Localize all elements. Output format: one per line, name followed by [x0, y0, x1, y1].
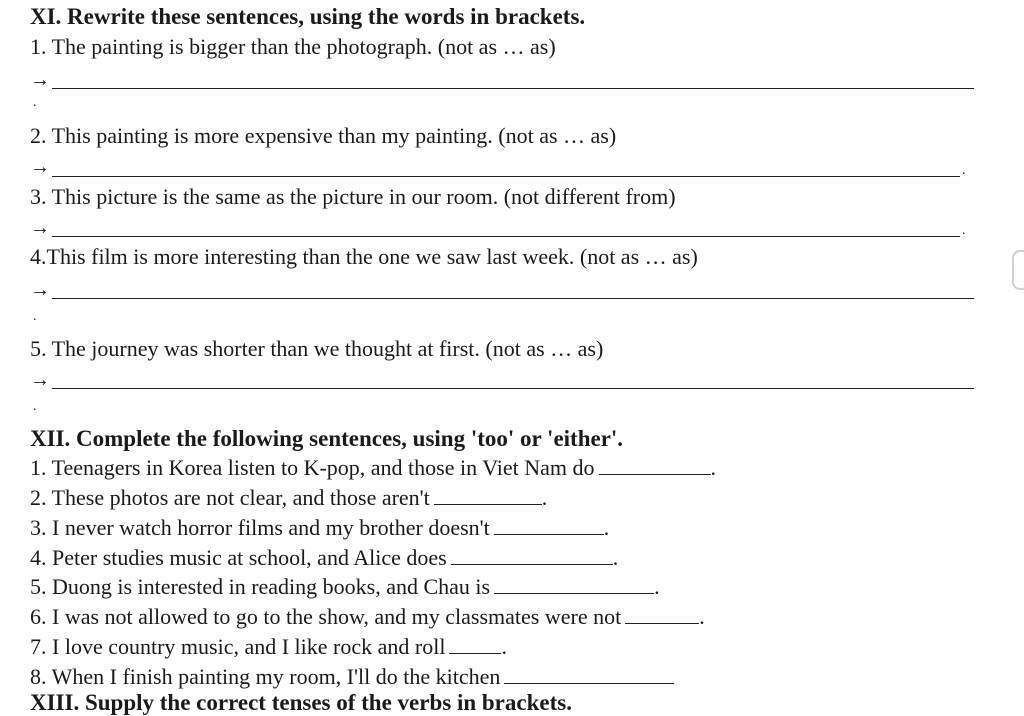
arrow-icon: → — [30, 156, 50, 178]
sentence-end: . — [541, 485, 548, 510]
sentence-text: 6. I was not allowed to go to the show, and my classmates were not — [30, 604, 622, 629]
exercise-11-item-4: 4.This film is more interesting than the one we saw last week. (not as … as) — [30, 244, 698, 269]
sentence-end: . — [603, 515, 610, 540]
exercise-11-item-5: 5. The journey was shorter than we thought at first. (not as … as) — [30, 336, 604, 361]
section-13-heading: XIII. Supply the correct tenses of the verbs in brackets. — [30, 690, 572, 715]
sentence-end: . — [501, 634, 507, 659]
answer-line-11-5[interactable] — [52, 368, 974, 389]
exercise-12-item-4 — [30, 545, 618, 571]
stray-dot: . — [33, 95, 37, 110]
exercise-12-item-2 — [30, 485, 547, 511]
scroll-handle[interactable] — [1012, 250, 1024, 290]
exercise-12-item-7 — [30, 634, 507, 660]
answer-blank[interactable] — [625, 605, 699, 624]
sentence-text: 4. Peter studies music at school, and Alice does — [30, 545, 447, 570]
answer-blank[interactable] — [504, 665, 674, 684]
exercise-12-item-8 — [30, 664, 674, 690]
answer-line-11-2[interactable] — [52, 156, 960, 177]
answer-line-11-1[interactable] — [52, 68, 974, 89]
arrow-icon: → — [30, 279, 50, 301]
exercise-11-item-1: 1. The painting is bigger than the photograph. (not as … as) — [30, 34, 556, 59]
answer-blank[interactable] — [494, 575, 654, 594]
sentence-text: 2. These photos are not clear, and those aren't — [30, 485, 430, 510]
answer-blank[interactable] — [599, 456, 711, 475]
answer-blank[interactable] — [494, 516, 604, 535]
sentence-end: . — [654, 574, 660, 599]
answer-line-11-3[interactable] — [52, 216, 960, 237]
section-11-heading: XI. Rewrite these sentences, using the words in brackets. — [30, 4, 586, 29]
answer-blank[interactable] — [434, 486, 542, 505]
sentence-end: . — [699, 604, 705, 629]
sentence-text: 1. Teenagers in Korea listen to K-pop, and those in Viet Nam do — [30, 455, 595, 480]
end-dot: . — [962, 163, 966, 178]
answer-blank[interactable] — [451, 546, 613, 565]
answer-line-11-4[interactable] — [52, 278, 974, 299]
arrow-icon: → — [30, 69, 50, 91]
exercise-12-item-3 — [30, 515, 609, 541]
sentence-text: 3. I never watch horror films and my brother doesn't — [30, 515, 490, 540]
exercise-12-item-6 — [30, 604, 705, 630]
sentence-text: 7. I love country music, and I like rock and roll — [30, 634, 446, 659]
end-dot: . — [962, 223, 966, 238]
sentence-end: . — [612, 545, 619, 570]
exercise-11-item-3: 3. This picture is the same as the picture in our room. (not different from) — [30, 184, 676, 209]
sentence-end: . — [710, 455, 717, 480]
arrow-icon: → — [30, 369, 50, 391]
stray-dot: . — [33, 399, 37, 414]
arrow-icon: → — [30, 217, 50, 239]
answer-blank[interactable] — [449, 635, 501, 654]
exercise-11-item-2: 2. This painting is more expensive than my painting. (not as … as) — [30, 123, 617, 148]
sentence-text: 8. When I finish painting my room, I'll do the kitchen — [30, 664, 501, 689]
exercise-12-item-5 — [30, 574, 660, 600]
exercise-12-item-1 — [30, 455, 716, 481]
stray-dot: . — [33, 309, 37, 324]
sentence-text: 5. Duong is interested in reading books, and Chau is — [30, 574, 491, 599]
section-12-heading: XII. Complete the following sentences, using 'too' or 'either'. — [30, 426, 624, 451]
